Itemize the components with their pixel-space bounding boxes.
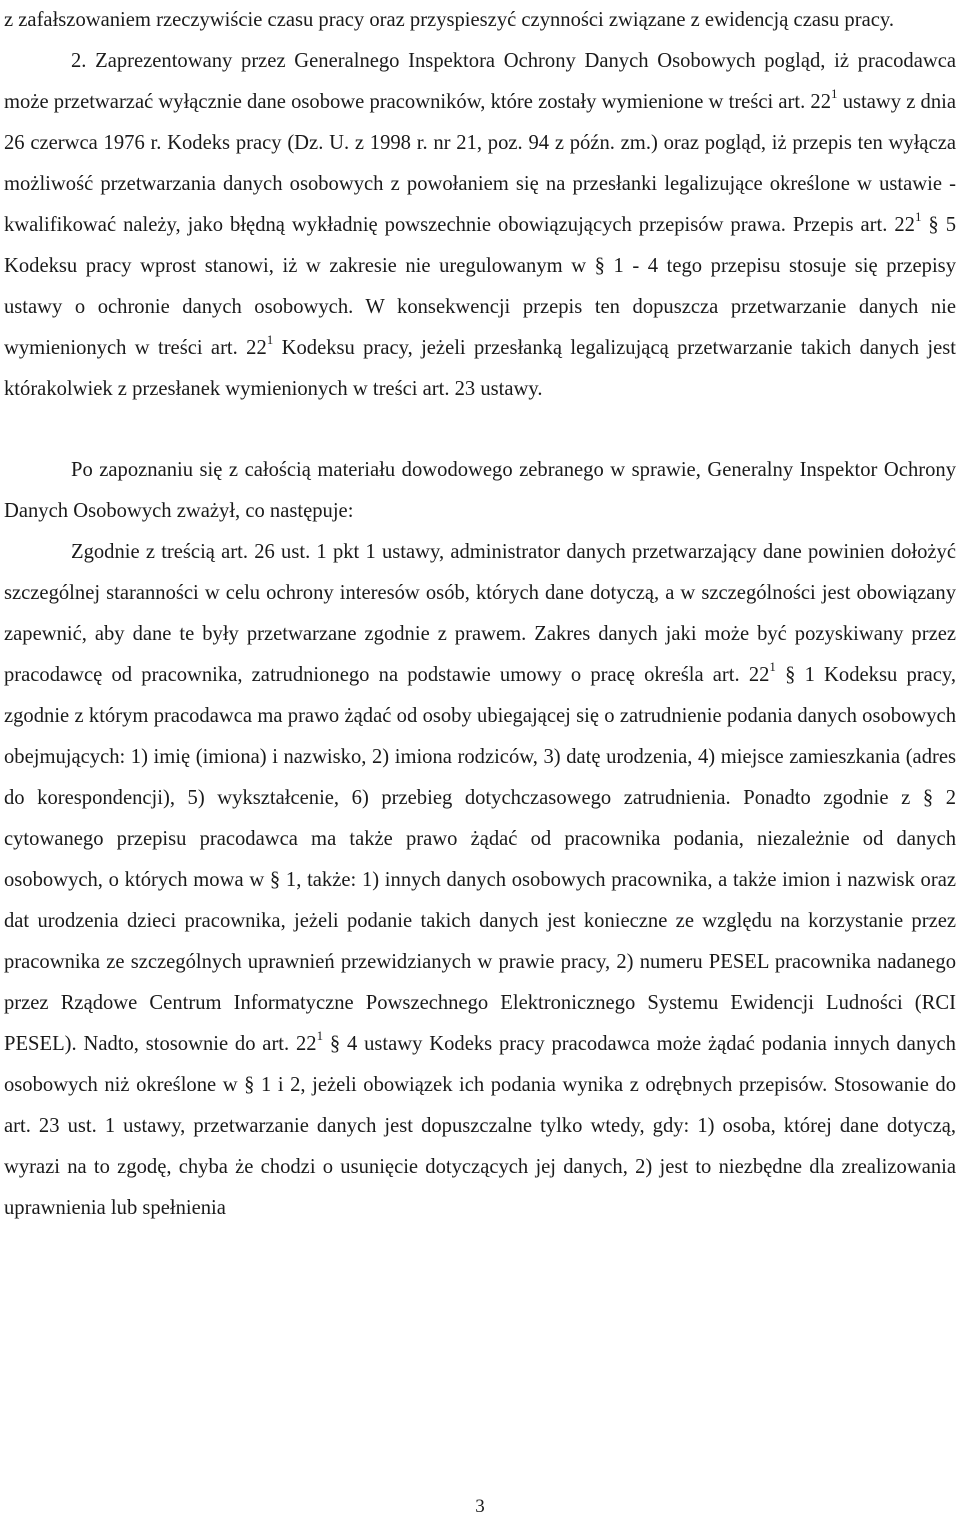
article-superscript: 1 <box>914 209 922 224</box>
paragraph-findings-intro <box>4 450 956 532</box>
text-run: 2. Zaprezentowany przez Generalnego Inspektora Ochrony Danych Osobowych pogląd, iż pracodawca może przetwarzać wyłącznie dane osobowe pracowników, które zostały wymienione w treści art. 22 <box>4 50 956 113</box>
text-run: Zgodnie z treścią art. 26 ust. 1 pkt 1 ustawy, administrator danych przetwarzający dane powinien dołożyć szczególnej staranności w celu ochrony interesów osób, których dane dotyczą, a w szczególności jest obowiązany zapewnić, aby dane te były przetwarzane zgodnie z prawem. Zakres danych jaki może być pozyskiwany przez pracodawcę od pracownika, zatrudnionego na podstawie umowy o pracę określa art. 22 <box>4 541 956 686</box>
document-body <box>4 0 956 1229</box>
text-run: Po zapoznaniu się z całością materiału dowodowego zebranego w sprawie, Generalny Inspektor Ochrony Danych Osobowych zważył, co następuje: <box>4 459 956 522</box>
paragraph-legal-analysis <box>4 532 956 1229</box>
paragraph-point-2 <box>4 41 956 410</box>
text-run: Kodeksu pracy, jeżeli przesłanką legalizującą przetwarzanie takich danych jest którakolwiek z przesłanek wymienionych w treści art. 23 ustawy. <box>4 337 957 400</box>
article-superscript: 1 <box>831 86 838 101</box>
text-run: z zafałszowaniem rzeczywiście czasu pracy oraz przyspieszyć czynności związane z ewidencją czasu pracy. <box>4 9 894 31</box>
article-superscript: 1 <box>266 332 274 347</box>
text-run: § 5 Kodeksu pracy wprost stanowi, iż w zakresie nie uregulowanym w § 1 - 4 tego przepisu stosuje się przepisy ustawy o ochronie danych osobowych. W konsekwencji przepis ten dopuszcza przetwarzanie danych nie wymienionych w treści art. 22 <box>4 214 957 359</box>
text-run: § 1 Kodeksu pracy, zgodnie z którym pracodawca ma prawo żądać od osoby ubiegającej się o zatrudnienie podania danych osobowych obejmujących: 1) imię (imiona) i nazwisko, 2) imiona rodziców, 3) datę urodzenia, 4) miejsce zamieszkania (adres do korespondencji), 5) wykształcenie, 6) przebieg dotychczasowego zatrudnienia. Ponadto zgodnie z § 2 cytowanego przepisu pracodawca ma także prawo żądać od pracownika podania, niezależnie od danych osobowych, o których mowa w § 1, także: 1) innych danych osobowych pracownika, a także imion i nazwisk oraz dat urodzenia dzieci pracownika, jeżeli podanie takich danych jest konieczne ze względu na korzystanie przez pracownika ze szczególnych uprawnień przewidzianych w prawie pracy, 2) numeru PESEL pracownika nadanego przez Rządowe Centrum Informatyczne Powszechnego Elektronicznego Systemu Ewidencji Ludności (RCI PESEL). Nadto, stosownie do art. 22 <box>4 664 956 1055</box>
article-superscript: 1 <box>769 659 776 674</box>
text-run: ustawy z dnia 26 czerwca 1976 r. Kodeks pracy (Dz. U. z 1998 r. nr 21, poz. 94 z późn. zm.) oraz pogląd, iż przepis ten wyłącza możliwość przetwarzania danych osobowych z powołaniem się na przesłanki legalizujące określone w ustawie - kwalifikować należy, jako błędną wykładnię powszechnie obowiązujących przepisów prawa. Przepis art. 22 <box>4 91 956 236</box>
article-superscript: 1 <box>316 1028 324 1043</box>
text-run: § 4 ustawy Kodeks pracy pracodawca może żądać podania innych danych osobowych niż określone w § 1 i 2, jeżeli obowiązek ich podania wynika z odrębnych przepisów. Stosowanie do art. 23 ust. 1 ustawy, przetwarzanie danych jest dopuszczalne tylko wtedy, gdy: 1) osoba, której dane dotyczą, wyrazi na to zgodę, chyba że chodzi o usunięcie dotyczących jej danych, 2) jest to niezbędne dla zrealizowania uprawnienia lub spełnienia <box>4 1033 956 1219</box>
page-number: 3 <box>475 1496 485 1517</box>
paragraph-continuation <box>4 0 956 41</box>
